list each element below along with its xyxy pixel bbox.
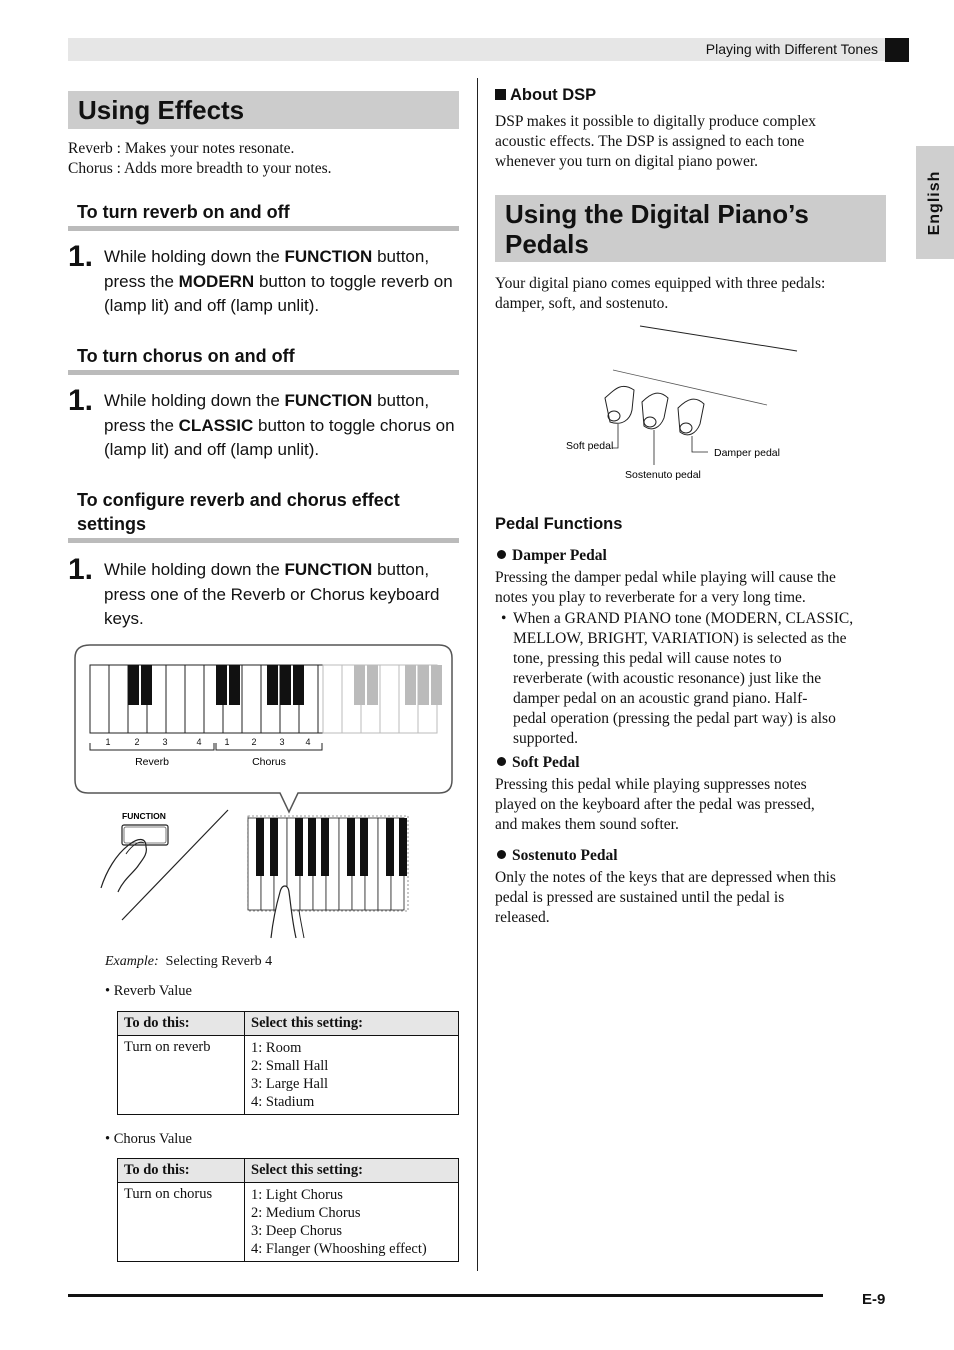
keyboard-effects-figure (68, 640, 460, 945)
circle-bullet-icon (497, 550, 506, 559)
effects-intro (68, 139, 468, 179)
damper-pedal-heading: Damper Pedal (497, 547, 607, 565)
key-number: 2 (251, 737, 257, 747)
damper-pedal-note: When a GRAND PIANO tone (MODERN, CLASSIC, MELLOW, BRIGHT, VARIATION) is selected as the tone, pressing this pedal will cause notes to reverberate (with acoustic resonance) just like the damper pedal on an acoustic grand piano. Half- pedal operation (pressing the pedal part way) is also supported. (513, 610, 854, 747)
table-header: To do this: (118, 1159, 245, 1183)
about-dsp-body: DSP makes it possible to digitally produce complex acoustic effects. The DSP is assigned to each tone whenever you turn on digital piano power. (495, 113, 817, 170)
pedal-functions-heading: Pedal Functions (495, 515, 623, 533)
rule-configure (68, 538, 459, 543)
rule-reverb (68, 226, 459, 231)
step-text-reverb: While holding down the FUNCTION button, press the MODERN button to toggle reverb on (lamp lit) and off (lamp unlit). (104, 247, 453, 315)
sostenuto-pedal-heading: Sostenuto Pedal (497, 847, 618, 865)
header-block (885, 38, 909, 62)
page-number: E-9 (862, 1291, 886, 1308)
table-cell: Turn on reverb (118, 1036, 245, 1115)
table-header: To do this: (118, 1012, 245, 1036)
left-hand-icon (101, 839, 146, 892)
table-row (118, 1183, 459, 1262)
reverb-table-caption: • Reverb Value (105, 983, 192, 999)
sostenuto-pedal-body: Only the notes of the keys that are depressed when this pedal is pressed are sustained until the pedal is released. (495, 869, 836, 926)
damper-pedal-body: Pressing the damper pedal while playing will cause the notes you play to reverberate for a very long time. (495, 569, 836, 606)
table-row (118, 1036, 459, 1115)
table-header: Select this setting: (245, 1159, 459, 1183)
key-number: 4 (196, 737, 202, 747)
reverb-value-table (117, 1011, 459, 1115)
heading-reverb-on-off: To turn reverb on and off (77, 202, 290, 222)
key-number: 3 (279, 737, 285, 747)
chorus-table-caption: • Chorus Value (105, 1131, 192, 1147)
table-cell: 1: Room 2: Small Hall 3: Large Hall 4: Stadium (245, 1036, 459, 1115)
pedals-illustration (560, 320, 810, 490)
header-section-title: Playing with Different Tones (705, 41, 878, 57)
intro-chorus: Chorus : Adds more breadth to your notes. (68, 160, 332, 177)
language-tab-label: English (926, 170, 943, 235)
step-text-configure: While holding down the FUNCTION button, press one of the Reverb or Chorus keyboard keys. (104, 560, 440, 628)
section-title-using-effects: Using Effects (68, 91, 459, 129)
key-number: 1 (105, 737, 111, 747)
heading-configure-effects: To configure reverb and chorus effect settings (77, 490, 400, 534)
circle-bullet-icon (497, 850, 506, 859)
step-number-configure: 1. (68, 553, 94, 586)
chorus-value-table (117, 1158, 459, 1262)
soft-pedal-label: Soft pedal (566, 440, 614, 452)
heading-chorus-on-off: To turn chorus on and off (77, 346, 295, 366)
square-bullet-icon (495, 89, 506, 100)
key-number: 2 (134, 737, 140, 747)
key-number: 4 (305, 737, 311, 747)
section-title-using-pedals: Using the Digital Piano’s Pedals (495, 195, 886, 262)
damper-note-bullet: • (501, 610, 507, 627)
about-dsp-heading: About DSP (495, 86, 596, 105)
table-cell: 1: Light Chorus 2: Medium Chorus 3: Deep Chorus 4: Flanger (Whooshing effect) (245, 1183, 459, 1262)
key-number: 3 (162, 737, 168, 747)
step-text-chorus: While holding down the FUNCTION button, press the CLASSIC button to toggle chorus on (lamp lit) and off (lamp unlit). (104, 391, 455, 459)
example-caption: Example: Selecting Reverb 4 (105, 954, 273, 969)
table-cell: Turn on chorus (118, 1183, 245, 1262)
soft-pedal-body: Pressing this pedal while playing suppresses notes played on the keyboard after the pedal was pressed, and makes them sound softer. (495, 776, 815, 833)
footer-rule (68, 1294, 823, 1297)
intro-reverb: Reverb : Makes your notes resonate. (68, 140, 295, 157)
reverb-label: Reverb (135, 756, 169, 768)
pedals-intro: Your digital piano comes equipped with three pedals: damper, soft, and sostenuto. (495, 275, 826, 312)
rule-chorus (68, 370, 459, 375)
function-button-label: FUNCTION (122, 811, 166, 821)
soft-pedal-heading: Soft Pedal (497, 754, 580, 772)
circle-bullet-icon (497, 757, 506, 766)
damper-pedal-label: Damper pedal (714, 447, 780, 459)
language-tab (916, 146, 954, 259)
table-header: Select this setting: (245, 1012, 459, 1036)
key-number: 1 (224, 737, 230, 747)
step-number-chorus: 1. (68, 384, 94, 417)
sostenuto-pedal-label: Sostenuto pedal (625, 469, 701, 481)
step-number-reverb: 1. (68, 240, 94, 273)
column-divider (477, 78, 478, 1271)
chorus-label: Chorus (252, 756, 286, 768)
